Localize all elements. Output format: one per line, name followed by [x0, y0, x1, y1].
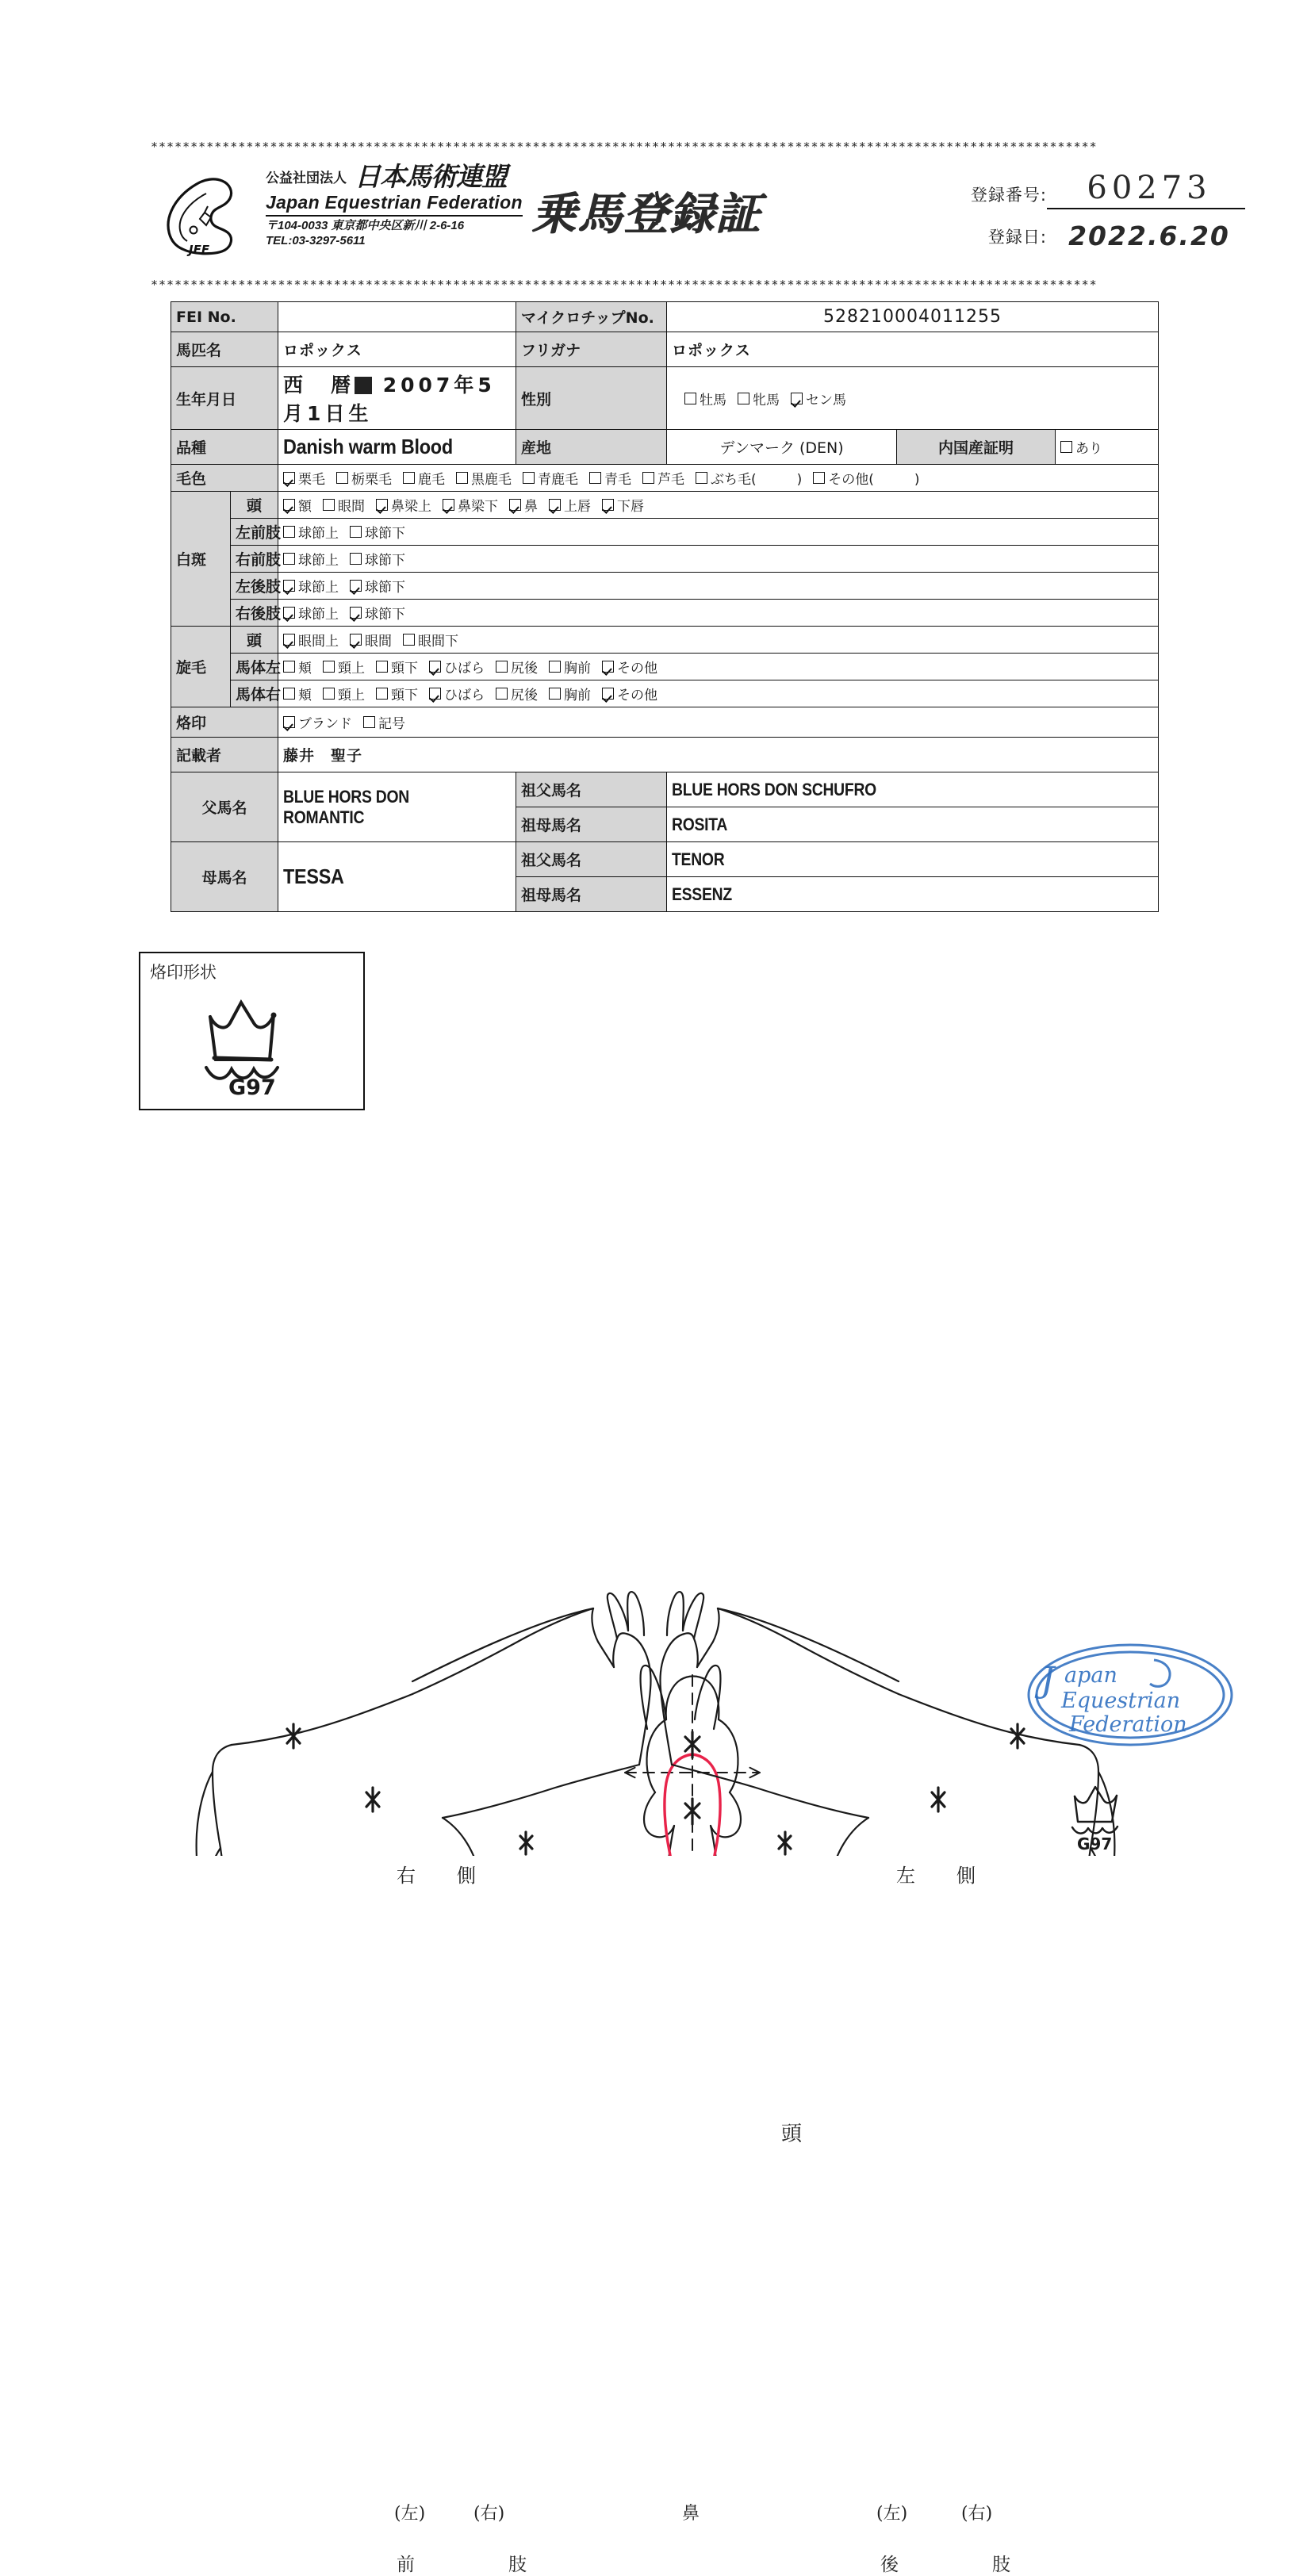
checkbox-label: ひばら: [444, 688, 485, 703]
checkbox-牝馬[interactable]: [738, 389, 780, 408]
sire-label: 父馬名: [171, 772, 278, 842]
checkbox-label: ブランド: [298, 716, 353, 732]
birth-month: 5: [477, 374, 496, 397]
checkbox-牡馬[interactable]: [684, 389, 726, 408]
checkbox-上唇[interactable]: [549, 495, 591, 515]
checkbox-label: 球節下: [365, 580, 406, 596]
checkbox-眼間上[interactable]: [283, 630, 339, 650]
checkbox-栃栗毛[interactable]: [336, 468, 392, 488]
white-row-options-0: [278, 492, 1159, 519]
white-row-name-2: 右前肢: [231, 546, 278, 573]
checkbox-box[interactable]: [350, 634, 362, 646]
whorl-row-name-2: 馬体右: [231, 680, 278, 707]
svg-text:JEF: JEF: [189, 243, 210, 257]
checkbox-label: 頬: [298, 688, 312, 703]
checkbox-box[interactable]: [323, 688, 335, 700]
checkbox-label: 胸前: [564, 688, 592, 703]
birth-month-unit: 月: [283, 402, 308, 425]
checkbox-label: 青鹿毛: [538, 472, 579, 488]
whorl-row-options-0: [278, 627, 1159, 654]
front-left-label: (左): [394, 2504, 426, 2524]
checkbox-label: 栃栗毛: [351, 472, 393, 488]
checkbox-胸前[interactable]: [549, 657, 591, 677]
birthdate-label: 生年月日: [171, 367, 278, 430]
checkbox-記号[interactable]: [363, 712, 405, 732]
checkbox-セン馬[interactable]: [791, 389, 846, 408]
horse-name-label: 馬匹名: [171, 332, 278, 367]
birth-day: 1: [307, 402, 325, 425]
birth-year-unit: 年: [454, 374, 478, 397]
white-row-name-3: 左後肢: [231, 573, 278, 600]
checkbox-label: 胸前: [564, 661, 592, 677]
whorl-mark: [779, 1724, 1024, 1854]
checkbox-青毛[interactable]: [589, 468, 631, 488]
checkbox-label: 額: [298, 499, 312, 515]
checkbox-box[interactable]: [283, 688, 295, 700]
checkbox-box[interactable]: [429, 688, 441, 700]
checkbox-box[interactable]: [376, 688, 388, 700]
furigana-label: フリガナ: [516, 332, 667, 367]
horse-name-value: ロポックス: [278, 332, 516, 367]
checkbox-ブランド[interactable]: [283, 712, 352, 732]
checkbox-box[interactable]: [456, 472, 468, 484]
org-postal-address: 〒104-0033 東京都中央区新川 2-6-16: [266, 219, 465, 232]
checkbox-胸前[interactable]: [549, 684, 591, 703]
checkbox-label: 青毛: [604, 472, 632, 488]
checkbox-box[interactable]: [283, 634, 295, 646]
registration-number-value: 60273: [1047, 170, 1245, 209]
checkbox-label: 頸下: [391, 661, 419, 677]
checkbox-label: 眼間: [338, 499, 366, 515]
checkbox-尻後[interactable]: [496, 684, 538, 703]
checkbox-球節上[interactable]: [283, 549, 339, 569]
birth-era: 西 暦: [283, 374, 355, 397]
checkbox-box[interactable]: [350, 607, 362, 619]
birth-year: 2007: [382, 374, 454, 397]
checkbox-box[interactable]: [283, 499, 295, 511]
domestic-certificate-label: 内国産証明: [897, 430, 1056, 465]
table-row-white-fr: [171, 546, 1159, 573]
checkbox-box[interactable]: [323, 499, 335, 511]
white-row-options-4: [278, 600, 1159, 627]
checkbox-box[interactable]: [376, 499, 388, 511]
checkbox-頸上[interactable]: [323, 684, 365, 703]
checkbox-その他( )[interactable]: [813, 468, 919, 488]
sire-dam-label: 祖母馬名: [516, 807, 667, 842]
checkbox-その他[interactable]: [602, 684, 657, 703]
checkbox-box[interactable]: [403, 472, 415, 484]
checkbox-label: 尻後: [511, 688, 539, 703]
left-side-label: 左 側: [896, 1865, 987, 1887]
checkbox-box[interactable]: [738, 393, 749, 404]
white-row-name-0: 頭: [231, 492, 278, 519]
stamp-line3: Federation: [1069, 1712, 1187, 1737]
checkbox-label: 鼻: [524, 499, 539, 515]
org-koueki-label: 公益社団法人: [266, 171, 347, 186]
microchip-value: 528210004011255: [667, 302, 1159, 332]
table-row-whorl-right: [171, 680, 1159, 707]
checkbox-眼間[interactable]: [323, 495, 365, 515]
dam-dam-value: ESSENZ: [667, 877, 1159, 912]
whorl-mark: [287, 1724, 532, 1854]
sex-label: 性別: [516, 367, 667, 430]
checkbox-box[interactable]: [549, 661, 561, 673]
checkbox-黒鹿毛[interactable]: [456, 468, 512, 488]
checkbox-label: あり: [1075, 441, 1103, 457]
checkbox-額[interactable]: [283, 495, 312, 515]
checkbox-label: 頸上: [338, 661, 366, 677]
checkbox-頸下[interactable]: [376, 684, 418, 703]
checkbox-box[interactable]: [323, 661, 335, 673]
checkbox-label: 栗毛: [298, 472, 326, 488]
checkbox-label: 鹿毛: [418, 472, 446, 488]
checkbox-label: 上唇: [564, 499, 592, 515]
checkbox-label: 球節下: [365, 553, 406, 569]
brandmark-label: 烙印: [171, 707, 278, 738]
checkbox-鼻梁下[interactable]: [443, 495, 498, 515]
sire-value: BLUE HORS DON ROMANTIC: [278, 772, 516, 842]
registration-number-label: 登録番号:: [970, 186, 1047, 205]
checkbox-眼間下[interactable]: [403, 630, 458, 650]
white-row-name-1: 左前肢: [231, 519, 278, 546]
checkbox-ひばら[interactable]: [429, 657, 485, 677]
table-row-white-hl: [171, 573, 1159, 600]
checkbox-球節上[interactable]: [283, 576, 339, 596]
table-row-recorder: [171, 738, 1159, 772]
table-row-brandmark: [171, 707, 1159, 738]
hind-limb-label: 後 肢: [880, 2555, 1029, 2575]
checkbox-box[interactable]: [602, 688, 614, 700]
recorder-value: 藤井 聖子: [278, 738, 1159, 772]
furigana-value: ロポックス: [667, 332, 1159, 367]
checkbox-label: 記号: [378, 716, 406, 732]
checkbox-box[interactable]: [496, 688, 508, 700]
jef-horse-logo: [159, 173, 258, 260]
checkbox-眼間[interactable]: [350, 630, 392, 650]
checkbox-頬[interactable]: [283, 684, 312, 703]
dam-label: 母馬名: [171, 842, 278, 912]
checkbox-box[interactable]: [403, 634, 415, 646]
checkbox-box[interactable]: [283, 472, 295, 484]
checkbox-box[interactable]: [813, 472, 825, 484]
checkbox-label: 頸下: [391, 688, 419, 703]
checkbox-box[interactable]: [443, 499, 454, 511]
org-telephone: TEL:03-3297-5611: [266, 233, 366, 247]
checkbox-label: ぶち毛( ): [711, 472, 803, 488]
checkbox-label: 球節上: [298, 580, 339, 596]
dam-sire-value: TENOR: [667, 842, 1159, 877]
checkbox-label: その他: [617, 661, 658, 677]
checkbox-box[interactable]: [549, 499, 561, 511]
origin-label: 産地: [516, 430, 667, 465]
checkbox-label: その他( ): [828, 472, 920, 488]
checkbox-label: 鼻梁上: [391, 499, 432, 515]
checkbox-頬[interactable]: [283, 657, 312, 677]
microchip-label: マイクロチップNo.: [516, 302, 667, 332]
registration-info: [912, 170, 1245, 251]
checkbox-label: ひばら: [444, 661, 485, 677]
breed-label: 品種: [171, 430, 278, 465]
nose-label: 鼻: [682, 2504, 700, 2524]
checkbox-label: その他: [617, 688, 658, 703]
table-row-white-hr: [171, 600, 1159, 627]
checkbox-box[interactable]: [549, 688, 561, 700]
checkbox-box[interactable]: [602, 661, 614, 673]
white-row-options-1: [278, 519, 1159, 546]
table-row-sire-sire: [171, 772, 1159, 807]
hind-left-label: (左): [876, 2504, 908, 2524]
stamp-line1: apan: [1064, 1663, 1117, 1688]
checkbox-box[interactable]: [509, 499, 521, 511]
hind-right-label: (右): [961, 2504, 993, 2524]
checkbox-ぶち毛( )[interactable]: [696, 468, 802, 488]
checkbox-box[interactable]: [283, 553, 295, 565]
checkbox-box[interactable]: [1060, 441, 1072, 453]
checkbox-box[interactable]: [283, 526, 295, 538]
checkbox-label: 球節上: [298, 607, 339, 623]
fei-label: FEI No.: [171, 302, 278, 332]
checkbox-label: 黒鹿毛: [471, 472, 512, 488]
checkbox-頸上[interactable]: [323, 657, 365, 677]
checkbox-box[interactable]: [350, 580, 362, 592]
checkbox-box[interactable]: [429, 661, 441, 673]
checkbox-label: 球節上: [298, 526, 339, 542]
fei-value: [278, 302, 516, 332]
birth-suffix: 生: [348, 402, 373, 425]
birthdate-value: [278, 367, 516, 430]
brand-mark-text: G97: [228, 1075, 276, 1098]
table-row-whorl-head: [171, 627, 1159, 654]
checkbox-box[interactable]: [283, 607, 295, 619]
checkbox-label: 下唇: [617, 499, 645, 515]
table-row-horse-name: [171, 332, 1159, 367]
table-row-whorl-left: [171, 654, 1159, 680]
checkbox-label: 牝馬: [753, 392, 780, 408]
whorl-row-options-1: [278, 654, 1159, 680]
brandmark-options: [278, 707, 1159, 738]
org-name-en: Japan Equestrian Federation: [266, 192, 523, 217]
checkbox-box[interactable]: [602, 499, 614, 511]
whorl-label: 旋毛: [171, 627, 231, 707]
checkbox-球節下[interactable]: [350, 576, 405, 596]
checkbox-box[interactable]: [684, 393, 696, 404]
white-row-options-3: [278, 573, 1159, 600]
table-row-coat-color: [171, 465, 1159, 492]
checkbox-尻後[interactable]: [496, 657, 538, 677]
checkbox-ひばら[interactable]: [429, 684, 485, 703]
front-right-label: (右): [473, 2504, 505, 2524]
checkbox-box[interactable]: [350, 526, 362, 538]
checkbox-label: 頸上: [338, 688, 366, 703]
checkbox-芦毛[interactable]: [642, 468, 684, 488]
whorl-row-options-2: [278, 680, 1159, 707]
checkbox-box[interactable]: [336, 472, 348, 484]
checkbox-box[interactable]: [589, 472, 601, 484]
white-markings-label: 白斑: [171, 492, 231, 627]
checkbox-label: 眼間下: [418, 634, 459, 650]
table-row-dam-sire: [171, 842, 1159, 877]
whorl-row-name-0: 頭: [231, 627, 278, 654]
checkbox-label: 芦毛: [657, 472, 685, 488]
checkbox-青鹿毛[interactable]: [523, 468, 578, 488]
checkbox-box[interactable]: [350, 553, 362, 565]
checkbox-その他[interactable]: [602, 657, 657, 677]
checkbox-鼻[interactable]: [509, 495, 538, 515]
white-row-name-4: 右後肢: [231, 600, 278, 627]
recorder-label: 記載者: [171, 738, 278, 772]
checkbox-label: 球節上: [298, 553, 339, 569]
coat-color-label: 毛色: [171, 465, 278, 492]
horse-brand-text: G97: [1077, 1834, 1113, 1853]
breed-value: Danish warm Blood: [278, 430, 516, 465]
horse-data-table: [171, 301, 1159, 912]
right-side-label: 右 側: [397, 1865, 487, 1887]
jef-official-stamp: [1023, 1638, 1237, 1753]
checkbox-box[interactable]: [283, 580, 295, 592]
checkbox-box[interactable]: [496, 661, 508, 673]
sex-options: [667, 367, 1159, 430]
checkbox-box[interactable]: [696, 472, 707, 484]
checkbox-あり[interactable]: [1060, 437, 1102, 457]
checkbox-box[interactable]: [363, 716, 375, 728]
stamp-line2: Equestrian: [1061, 1689, 1181, 1713]
head-label: 頭: [781, 2122, 803, 2146]
checkbox-label: 尻後: [511, 661, 539, 677]
horse-right-side-figure: [197, 1592, 651, 1856]
document-header: [151, 159, 1245, 278]
sire-sire-label: 祖父馬名: [516, 772, 667, 807]
checkbox-label: 頬: [298, 661, 312, 677]
checkbox-label: 鼻梁下: [458, 499, 499, 515]
table-row-fei: [171, 302, 1159, 332]
origin-value: デンマーク (DEN): [667, 430, 897, 465]
checkbox-球節下[interactable]: [350, 549, 405, 569]
front-limb-label: 前 肢: [397, 2555, 546, 2575]
star-divider-top: ***********************************************************************************************************************: [151, 141, 1098, 153]
registration-date-value: 2022.6.20: [1068, 220, 1230, 251]
checkbox-label: 球節下: [365, 526, 406, 542]
checkbox-box[interactable]: [642, 472, 654, 484]
brand-shape-title: 烙印形状: [150, 963, 217, 982]
checkbox-球節下[interactable]: [350, 603, 405, 623]
stamp-initial: J: [1041, 1660, 1055, 1700]
table-row-breed: [171, 430, 1159, 465]
whorl-row-name-1: 馬体左: [231, 654, 278, 680]
dam-value: TESSA: [278, 842, 516, 912]
coat-color-options: [278, 465, 1159, 492]
checkbox-label: 眼間: [365, 634, 393, 650]
table-row-birthdate: [171, 367, 1159, 430]
checkbox-box[interactable]: [283, 661, 295, 673]
birth-day-unit: 日: [324, 402, 349, 425]
checkbox-下唇[interactable]: [602, 495, 644, 515]
dam-sire-label: 祖父馬名: [516, 842, 667, 877]
white-row-options-2: [278, 546, 1159, 573]
checkbox-球節上[interactable]: [283, 522, 339, 542]
sire-sire-value: BLUE HORS DON SCHUFRO: [667, 772, 1159, 807]
org-name-jp: 日本馬術連盟: [355, 161, 507, 192]
checkbox-鼻梁上[interactable]: [376, 495, 431, 515]
star-divider-bottom: ***********************************************************************************************************************: [151, 279, 1098, 291]
checkbox-頸下[interactable]: [376, 657, 418, 677]
table-row-white-head: [171, 492, 1159, 519]
page-title: 乗馬登録証: [531, 189, 761, 240]
checkbox-box[interactable]: [523, 472, 535, 484]
checkbox-box[interactable]: [376, 661, 388, 673]
table-row-white-fl: [171, 519, 1159, 546]
sire-dam-value: ROSITA: [667, 807, 1159, 842]
registration-date-label: 登録日:: [987, 228, 1047, 247]
checkbox-鹿毛[interactable]: [403, 468, 445, 488]
horse-head-front-figure: [640, 1666, 741, 1856]
checkbox-label: 眼間上: [298, 634, 339, 650]
checkbox-栗毛[interactable]: [283, 468, 325, 488]
domestic-certificate-option: [1056, 430, 1159, 465]
dam-dam-label: 祖母馬名: [516, 877, 667, 912]
checkbox-label: 球節下: [365, 607, 406, 623]
checkbox-label: セン馬: [806, 392, 847, 408]
checkbox-box[interactable]: [283, 716, 295, 728]
checkbox-label: 牡馬: [700, 392, 727, 408]
checkbox-box[interactable]: [791, 393, 803, 404]
checkbox-球節下[interactable]: [350, 522, 405, 542]
checkbox-球節上[interactable]: [283, 603, 339, 623]
